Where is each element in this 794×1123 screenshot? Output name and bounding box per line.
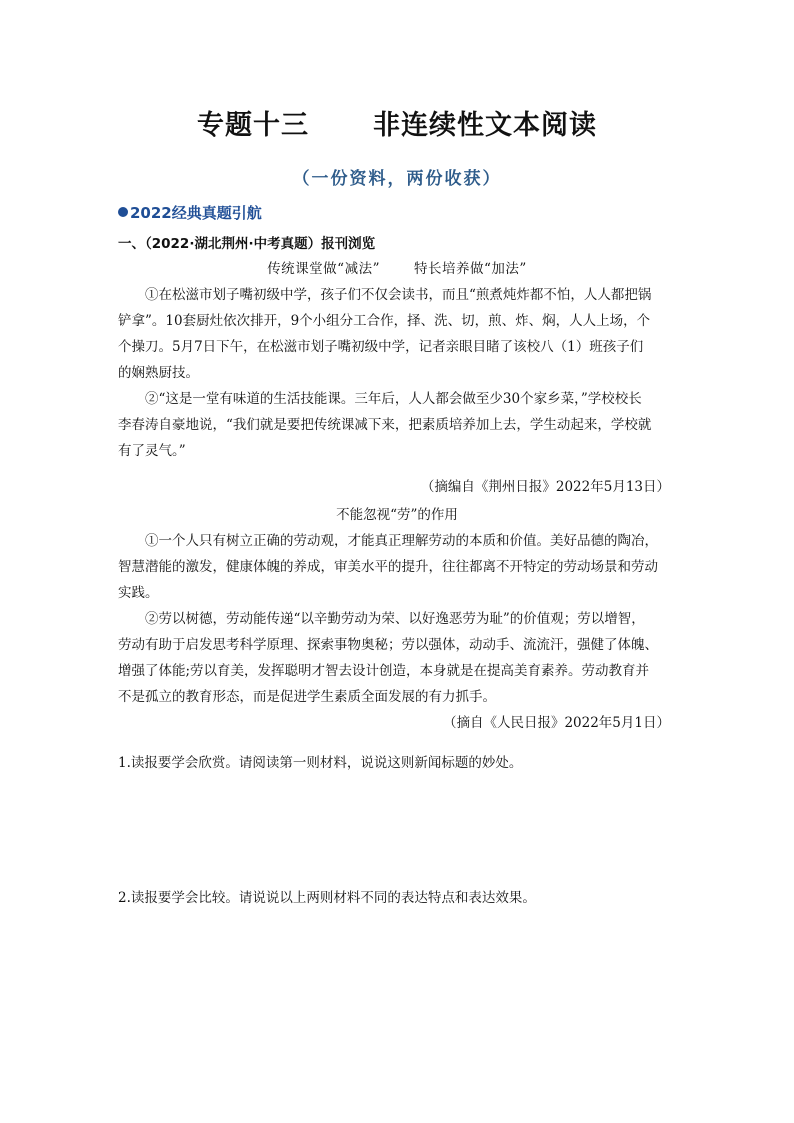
article-2-line: 劳动有助于启发思考科学原理、探索事物奥秘；劳以强体，动动手、流流汗，强健了体魄、 xyxy=(118,637,658,653)
article-1-title-part-2: 特长培养做“加法” xyxy=(414,261,527,277)
question-1: 1.读报要学会欣赏。请阅读第一则材料，说说这则新闻标题的妙处。 xyxy=(118,755,523,771)
article-2-line: 智慧潜能的激发，健康体魄的养成，审美水平的提升，往往都离不开特定的劳动场景和劳动 xyxy=(118,559,658,575)
article-2 xyxy=(118,502,676,736)
article-1-line: 的娴熟厨技。 xyxy=(118,365,199,381)
article-1-line: 铲拿”。10套厨灶依次排开，9个小组分工合作，择、洗、切，煎、炸、焖，人人上场，个 xyxy=(118,313,651,329)
title-part-2: 非连续性文本阅读 xyxy=(373,110,597,141)
article-1-title-part-1: 传统课堂做“减法” xyxy=(267,261,380,277)
article-2-line: ①一个人只有树立正确的劳动观，才能真正理解劳动的本质和价值。美好品德的陶冶， xyxy=(145,533,658,549)
section-heading xyxy=(118,202,262,223)
article-1-title xyxy=(118,256,676,282)
page-title xyxy=(0,103,794,142)
article-2-line: 不是孤立的教育形态，而是促进学生素质全面发展的有力抓手。 xyxy=(118,689,496,705)
article-2-line: 实践。 xyxy=(118,585,159,601)
article-2-line: 增强了体能;劳以育美，发挥聪明才智去设计创造，本身就是在提高美育素养。劳动教育并 xyxy=(118,663,650,679)
article-1-line: 李春涛自豪地说，“我们就是要把传统课减下来，把素质培养加上去，学生动起来，学校就 xyxy=(118,417,652,433)
article-1-line: 个操刀。5月7日下午，在松滋市划子嘴初级中学，记者亲眼目睹了该校八（1）班孩子们 xyxy=(118,339,644,355)
article-1-line: 有了灵气。” xyxy=(118,443,186,459)
question-2: 2.读报要学会比较。请说说以上两则材料不同的表达特点和表达效果。 xyxy=(118,890,536,906)
section-heading-text: 2022经典真题引航 xyxy=(130,204,262,222)
title-part-1: 专题十三 xyxy=(197,110,309,141)
article-2-title: 不能忽视“劳”的作用 xyxy=(336,507,458,523)
article-1-line: ①在松滋市划子嘴初级中学，孩子们不仅会读书，而且“煎煮炖炸都不怕，人人都把锅 xyxy=(145,287,652,303)
article-2-line: ②劳以树德，劳动能传递“以辛勤劳动为荣、以好逸恶劳为耻”的价值观；劳以增智， xyxy=(145,611,645,627)
article-1-line: ②“这是一堂有味道的生活技能课。三年后，人人都会做至少30个家乡菜，”学校校长 xyxy=(145,391,642,407)
article-1 xyxy=(118,256,676,500)
page-subtitle: （一份资料，两份收获） xyxy=(292,169,502,189)
question-heading: 一、（2022·湖北荆州·中考真题）报刊浏览 xyxy=(118,236,376,252)
bullet-dot-icon xyxy=(118,207,128,217)
article-1-source: （摘编自《荆州日报》2022年5月13日） xyxy=(420,479,670,495)
article-2-source: （摘自《人民日报》2022年5月1日） xyxy=(442,715,670,731)
